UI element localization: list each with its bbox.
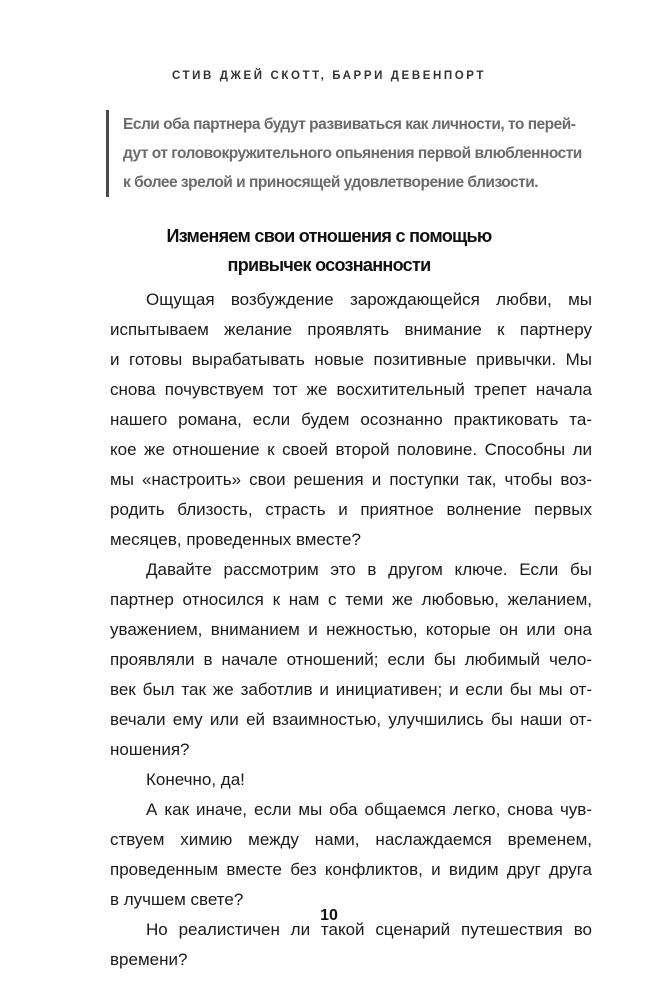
text-line: проведенным вместе без конфликтов, и видим друг друга: [110, 860, 592, 879]
quote-line: дут от головокружительного опьянения первой влюбленности: [123, 145, 582, 162]
text-line: А как иначе, если мы оба общаемся легко, снова чув-: [146, 800, 592, 819]
text-line: в лучшем свете?: [110, 890, 244, 909]
quote-line: Если оба партнера будут развиваться как личности, то перей-: [123, 116, 576, 133]
text-line: партнер относился к нам с теми же любовью, желанием,: [110, 590, 592, 609]
text-line: нашего романа, если будем осознанно практиковать та-: [110, 410, 592, 429]
page-number: 10: [320, 907, 338, 924]
text-line: месяцев, проведенных вместе?: [110, 530, 361, 549]
text-line: проявляли в начале отношений; если бы любимый чело-: [110, 650, 592, 669]
text-line: уважением, вниманием и нежностью, которые он или она: [110, 620, 592, 639]
text-line: родить близость, страсть и приятное волнение первых: [110, 500, 592, 519]
text-line: вечали ему или ей взаимностью, улучшились бы наши от-: [110, 710, 592, 729]
text-line: Конечно, да!: [146, 770, 245, 789]
text-line: испытываем желание проявлять внимание к партнеру: [110, 320, 592, 339]
text-line: и готовы вырабатывать новые позитивные привычки. Мы: [110, 350, 592, 369]
heading-line: Изменяем свои отношения с помощью: [166, 226, 492, 246]
text-line: мы «настроить» свои решения и поступки так, чтобы воз-: [110, 470, 592, 489]
text-line: времени?: [110, 950, 188, 969]
text-line: ствуем химию между нами, наслаждаемся временем,: [110, 830, 592, 849]
pull-quote: [106, 110, 593, 197]
quote-line: к более зрелой и приносящей удовлетворение близости.: [123, 174, 539, 191]
text-line: Давайте рассмотрим это в другом ключе. Если бы: [146, 560, 592, 579]
section-heading: [0, 222, 658, 280]
running-header: СТИВ ДЖЕЙ СКОТТ, БАРРИ ДЕВЕНПОРТ: [171, 70, 487, 82]
text-line: век был так же заботлив и инициативен; и если бы мы от-: [110, 680, 592, 699]
text-line: кое же отношение к своей второй половине. Способны ли: [110, 440, 592, 459]
text-line: Ощущая возбуждение зарождающейся любви, мы: [146, 290, 592, 309]
text-line: ношения?: [110, 740, 190, 759]
heading-line: привычек осознанности: [227, 255, 431, 275]
body-text: [110, 285, 592, 975]
text-line: снова почувствуем тот же восхитительный трепет начала: [110, 380, 592, 399]
text-line: Но реалистичен ли такой сценарий путешествия во: [146, 920, 592, 939]
